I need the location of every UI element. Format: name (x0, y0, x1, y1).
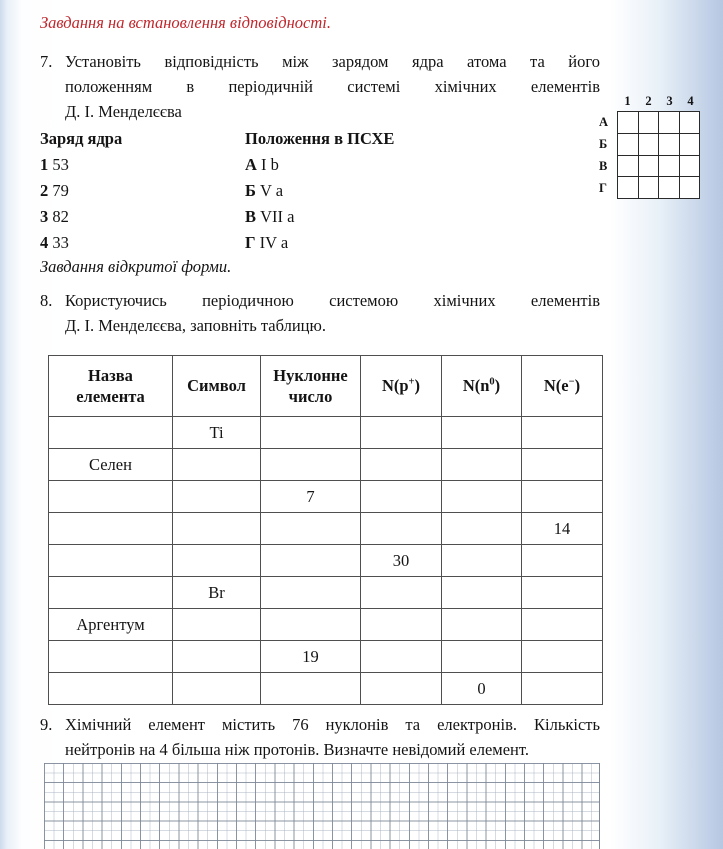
column-header-symbol: Символ (173, 356, 261, 417)
match-column-position (245, 126, 394, 256)
section-heading-open-form: Завдання відкритої форми. (40, 257, 232, 276)
table-cell-empty[interactable] (49, 417, 173, 449)
table-cell-value[interactable]: 19 (261, 641, 361, 673)
answer-grid-cell[interactable] (638, 133, 659, 155)
answer-grid-cell[interactable] (618, 133, 639, 155)
table-cell-empty[interactable] (442, 545, 522, 577)
answer-grid-cell[interactable] (659, 177, 680, 199)
answer-grid-column-label: 1 (624, 94, 631, 108)
table-cell-empty[interactable] (442, 641, 522, 673)
table-cell-empty[interactable] (522, 449, 603, 481)
table-cell-empty[interactable] (261, 545, 361, 577)
table-cell-empty[interactable] (361, 417, 442, 449)
table-cell-empty[interactable] (442, 449, 522, 481)
answer-grid-cell[interactable] (638, 112, 659, 134)
answer-grid-column-label: 4 (687, 94, 694, 108)
table-row (49, 609, 603, 641)
table-cell-empty[interactable] (522, 417, 603, 449)
column-header-element-name: Назва елемента (49, 356, 173, 417)
match-left-header: Заряд ядра (40, 129, 123, 148)
task7-paragraph (40, 49, 600, 124)
answer-grid-cell[interactable] (618, 155, 639, 177)
task9-paragraph (40, 712, 600, 762)
table-cell-empty[interactable] (442, 513, 522, 545)
table-cell-empty[interactable] (261, 449, 361, 481)
match-right-header: Положення в ПСХЕ (245, 129, 395, 148)
table-cell-value[interactable]: Селен (49, 449, 173, 481)
text-line: Установіть відповідність між зарядом ядра атома та його (65, 52, 600, 71)
table-cell-empty[interactable] (522, 673, 603, 705)
task7-answer-grid (596, 93, 701, 199)
text-line: положенням в періодичній системі хімічних елементів (65, 77, 600, 96)
section-heading-matching: Завдання на встановлення відповідності. (40, 13, 331, 32)
column-header-protons: N(p+) (361, 356, 442, 417)
table-cell-empty[interactable] (261, 673, 361, 705)
table-cell-empty[interactable] (361, 513, 442, 545)
table-cell-empty[interactable] (173, 673, 261, 705)
answer-grid-row-label: В (599, 159, 608, 173)
table-cell-empty[interactable] (173, 449, 261, 481)
table-cell-empty[interactable] (49, 673, 173, 705)
answer-grid-row (618, 155, 700, 177)
column-header-electrons: N(e−) (522, 356, 603, 417)
match-left-item: 4 33 (40, 233, 69, 252)
table-row (49, 577, 603, 609)
match-column-charge (40, 126, 122, 256)
table-cell-empty[interactable] (49, 545, 173, 577)
answer-grid-row (618, 177, 700, 199)
task7-text (65, 49, 600, 124)
table-cell-value[interactable]: 0 (442, 673, 522, 705)
table-cell-value[interactable]: 30 (361, 545, 442, 577)
text-line: нейтронів на 4 більша ніж протонів. Визначте невідомий елемент. (65, 740, 529, 759)
answer-grid-cell[interactable] (679, 177, 700, 199)
table-cell-empty[interactable] (173, 481, 261, 513)
text-line: Д. І. Менделєєва (65, 102, 182, 121)
answer-grid-cell[interactable] (659, 155, 680, 177)
table-cell-empty[interactable] (49, 513, 173, 545)
table-cell-empty[interactable] (261, 417, 361, 449)
answer-grid-column-label: 3 (666, 94, 673, 108)
answer-grid-cell[interactable] (679, 133, 700, 155)
answer-grid-row-label: А (599, 115, 609, 129)
table-cell-empty[interactable] (442, 577, 522, 609)
answer-grid-row-label: Г (599, 181, 607, 195)
answer-graph-paper[interactable] (44, 763, 600, 849)
answer-grid-cell[interactable] (618, 177, 639, 199)
table-row (49, 481, 603, 513)
text-line: Д. І. Менделєєва, заповніть таблицю. (65, 316, 326, 335)
table-cell-value[interactable]: 14 (522, 513, 603, 545)
task8-table (48, 355, 603, 705)
table-cell-empty[interactable] (522, 641, 603, 673)
table-cell-empty[interactable] (173, 641, 261, 673)
match-left-item: 2 79 (40, 181, 69, 200)
table-cell-empty[interactable] (261, 609, 361, 641)
match-left-item: 1 53 (40, 155, 69, 174)
match-left-item: 3 82 (40, 207, 69, 226)
answer-grid-cell[interactable] (659, 112, 680, 134)
table-row (49, 449, 603, 481)
table-cell-empty[interactable] (261, 513, 361, 545)
table-cell-empty[interactable] (442, 417, 522, 449)
table-cell-empty[interactable] (442, 609, 522, 641)
answer-grid-cell[interactable] (679, 112, 700, 134)
answer-grid-row (618, 133, 700, 155)
table-header-row (49, 356, 603, 417)
table-cell-empty[interactable] (522, 545, 603, 577)
table-cell-empty[interactable] (173, 609, 261, 641)
table-row (49, 673, 603, 705)
table-cell-value[interactable]: 7 (261, 481, 361, 513)
table-cell-empty[interactable] (361, 673, 442, 705)
task9-number: 9. (40, 715, 53, 734)
task8-paragraph (40, 288, 600, 338)
task8-number: 8. (40, 291, 53, 310)
answer-grid-table (617, 111, 700, 199)
table-cell-empty[interactable] (49, 481, 173, 513)
table-cell-empty[interactable] (361, 449, 442, 481)
task7-number: 7. (40, 52, 53, 71)
answer-grid-cell[interactable] (659, 133, 680, 155)
column-header-neutrons: $N(n^0)$ (442, 356, 522, 417)
table-row (49, 545, 603, 577)
table-cell-empty[interactable] (173, 545, 261, 577)
answer-grid-row-label: Б (599, 137, 608, 151)
table-row (49, 417, 603, 449)
table-cell-empty[interactable] (522, 481, 603, 513)
table-cell-value[interactable]: Аргентум (49, 609, 173, 641)
table-cell-empty[interactable] (49, 577, 173, 609)
table-cell-empty[interactable] (49, 641, 173, 673)
answer-grid-row-labels (596, 111, 617, 199)
table-cell-empty[interactable] (522, 609, 603, 641)
text-line: Користуючись періодичною системою хімічних елементів (65, 291, 600, 310)
column-header-nucleon-number: Нуклонне число (261, 356, 361, 417)
answer-grid-cell[interactable] (679, 155, 700, 177)
table-cell-empty[interactable] (361, 577, 442, 609)
table-cell-empty[interactable] (522, 577, 603, 609)
table-row (49, 513, 603, 545)
table-cell-empty[interactable] (361, 481, 442, 513)
match-right-item: Б V a (245, 181, 284, 200)
table-cell-empty[interactable] (361, 641, 442, 673)
match-right-item: А I b (245, 155, 279, 174)
answer-grid-row (618, 112, 700, 134)
text-line: Хімічний елемент містить 76 нуклонів та електронів. Кількість (65, 715, 600, 734)
table-cell-value[interactable]: Ti (173, 417, 261, 449)
answer-grid-cell[interactable] (638, 155, 659, 177)
table-cell-empty[interactable] (261, 577, 361, 609)
answer-grid-cell[interactable] (618, 112, 639, 134)
task9-text (65, 712, 600, 762)
table-cell-value[interactable]: Br (173, 577, 261, 609)
table-row (49, 641, 603, 673)
task8-text (65, 288, 600, 338)
match-right-item: В VII a (245, 207, 295, 226)
match-right-item: Г IV a (245, 233, 289, 252)
answer-grid-column-label: 2 (645, 94, 652, 108)
table-cell-empty[interactable] (173, 513, 261, 545)
table-cell-empty[interactable] (442, 481, 522, 513)
answer-grid-column-labels (617, 93, 701, 111)
answer-grid-cell[interactable] (638, 177, 659, 199)
table-cell-empty[interactable] (361, 609, 442, 641)
